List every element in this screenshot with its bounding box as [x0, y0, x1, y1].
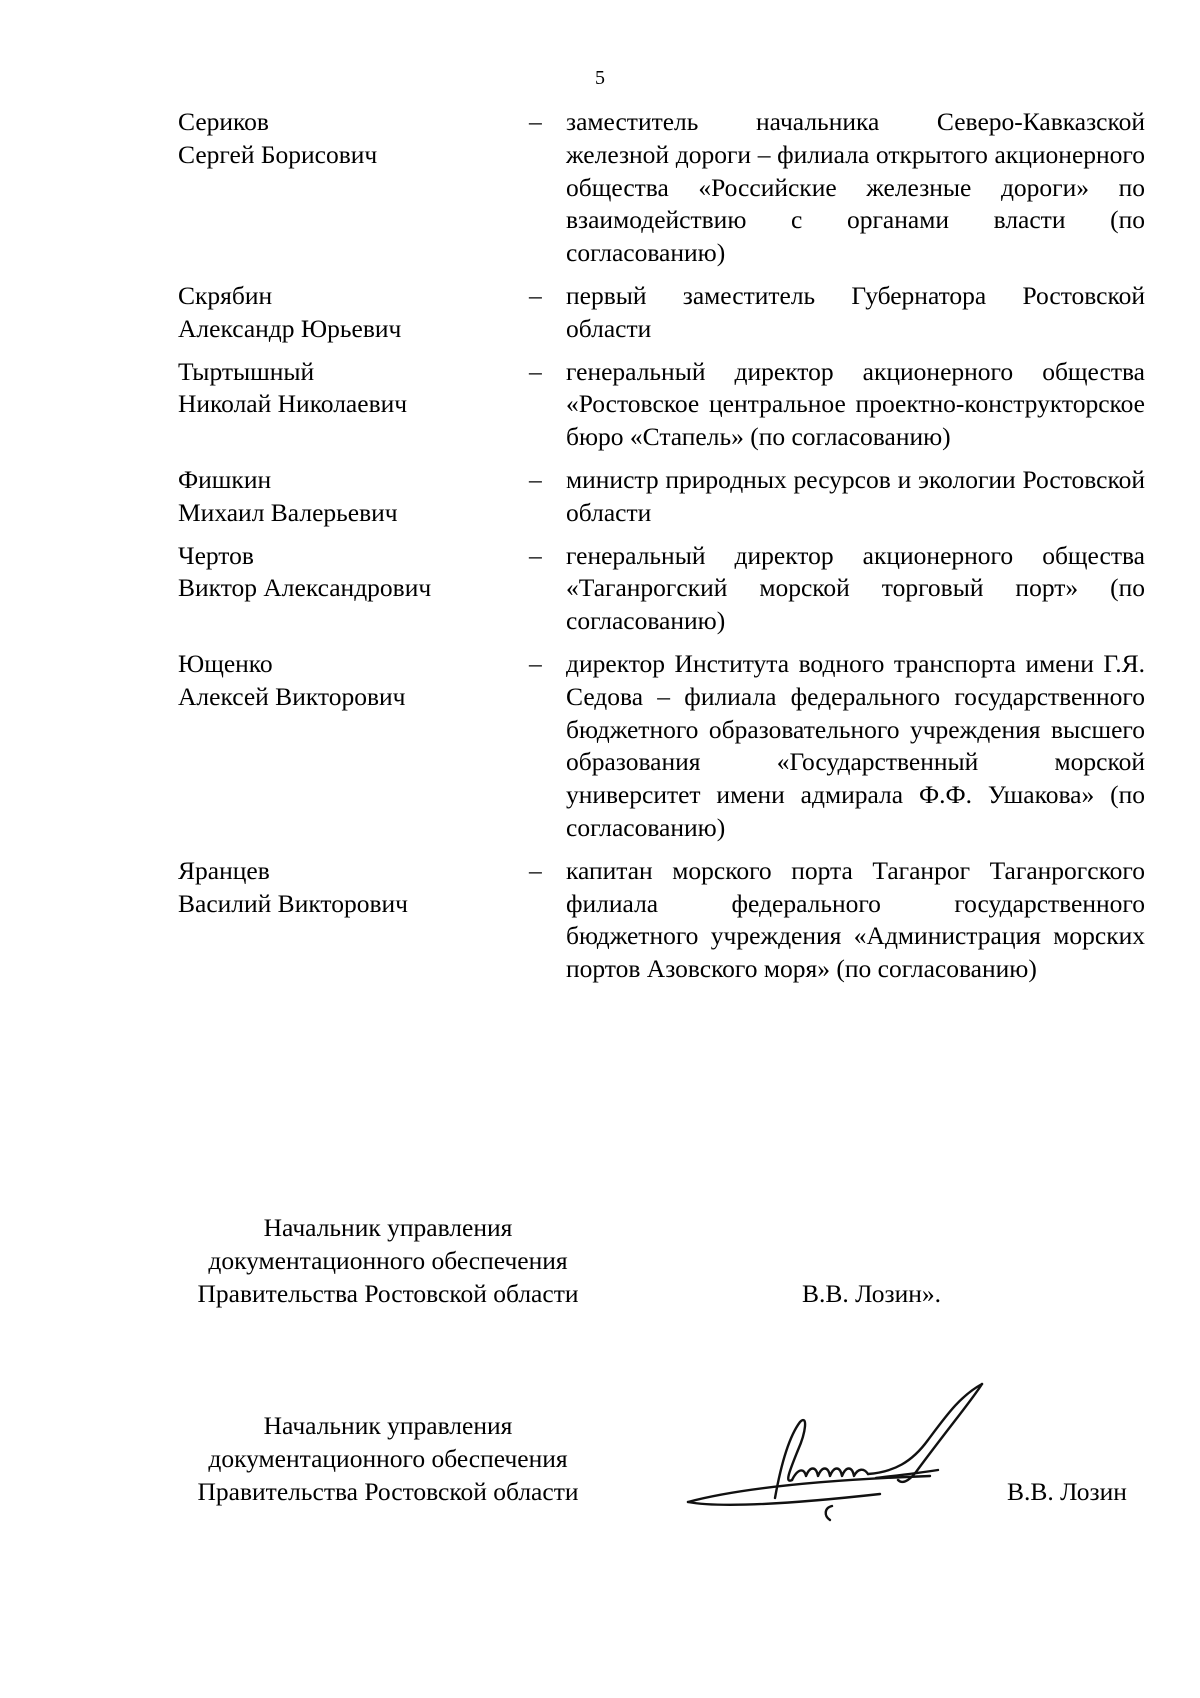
member-entry	[0, 356, 1200, 454]
member-entry	[0, 106, 1200, 270]
handwritten-signature-icon	[680, 1380, 1030, 1540]
member-dash: –	[529, 464, 542, 494]
member-given-names: Николай Николаевич	[178, 389, 408, 419]
member-surname: Фишкин	[178, 464, 272, 494]
members-list	[0, 106, 1200, 996]
member-entry	[0, 855, 1200, 986]
member-position: первый заместитель Губернатора Ростовской области	[566, 280, 1145, 343]
member-dash: –	[529, 356, 542, 386]
member-surname: Яранцев	[178, 855, 270, 885]
page-number: 5	[595, 67, 605, 89]
member-position: заместитель начальника Северо-Кавказской железной дороги – филиала открытого акционерного общества «Российские железные дороги» по взаимодействию с органами власти (по согласованию)	[566, 107, 1145, 268]
member-name	[178, 855, 518, 921]
member-entry	[0, 464, 1200, 530]
member-dash: –	[529, 280, 542, 310]
member-given-names: Михаил Валерьевич	[178, 497, 398, 527]
member-position: генеральный директор акционерного общества «Ростовское центральное проектно-конструкторское бюро «Стапель» (по согласованию)	[566, 356, 1145, 452]
signature-title-line: документационного обеспечения	[208, 1245, 568, 1275]
member-position: капитан морского порта Таганрог Таганрогского филиала федерального государственного бюджетного учреждения «Администрация морских портов Азовского моря» (по согласованию)	[566, 855, 1145, 984]
signatory-name: В.В. Лозин».	[802, 1279, 942, 1308]
member-position: генеральный директор акционерного общества «Таганрогский морской торговый порт» (по согласованию)	[566, 540, 1145, 636]
member-dash: –	[529, 648, 542, 678]
member-surname: Чертов	[178, 540, 254, 570]
member-given-names: Сергей Борисович	[178, 139, 378, 169]
signature-title-line: документационного обеспечения	[208, 1443, 568, 1473]
member-surname: Ющенко	[178, 648, 273, 678]
member-given-names: Александр Юрьевич	[178, 313, 402, 343]
member-surname: Тыртышный	[178, 356, 315, 386]
signature-title-block	[168, 1410, 608, 1508]
member-entry	[0, 540, 1200, 638]
member-name	[178, 648, 518, 714]
member-name	[178, 356, 518, 422]
member-given-names: Виктор Александрович	[178, 573, 432, 603]
member-dash: –	[529, 107, 542, 136]
signature-title-line: Начальник управления	[263, 1411, 513, 1440]
signature-title-line: Начальник управления	[263, 1213, 513, 1242]
member-dash: –	[529, 855, 542, 885]
member-given-names: Василий Викторович	[178, 888, 408, 918]
signature-title-line: Правительства Ростовской области	[197, 1278, 579, 1308]
member-surname: Скрябин	[178, 280, 273, 310]
member-name	[178, 464, 518, 530]
member-position: министр природных ресурсов и экологии Ростовской области	[566, 464, 1145, 527]
signature-title-block	[168, 1212, 608, 1310]
member-given-names: Алексей Викторович	[178, 681, 406, 711]
member-name	[178, 106, 518, 172]
signatory-name: В.В. Лозин	[1007, 1477, 1127, 1506]
member-entry	[0, 280, 1200, 346]
member-position: директор Института водного транспорта имени Г.Я. Седова – филиала федерального государственного бюджетного образовательного учреждения высшего образования «Государственный морской университет имени адмирала Ф.Ф. Ушакова» (по согласованию)	[566, 648, 1145, 842]
member-name	[178, 540, 518, 606]
signature-title-line: Правительства Ростовской области	[197, 1476, 579, 1506]
member-surname: Сериков	[178, 107, 269, 136]
member-entry	[0, 648, 1200, 845]
member-dash: –	[529, 540, 542, 570]
member-name	[178, 280, 518, 346]
